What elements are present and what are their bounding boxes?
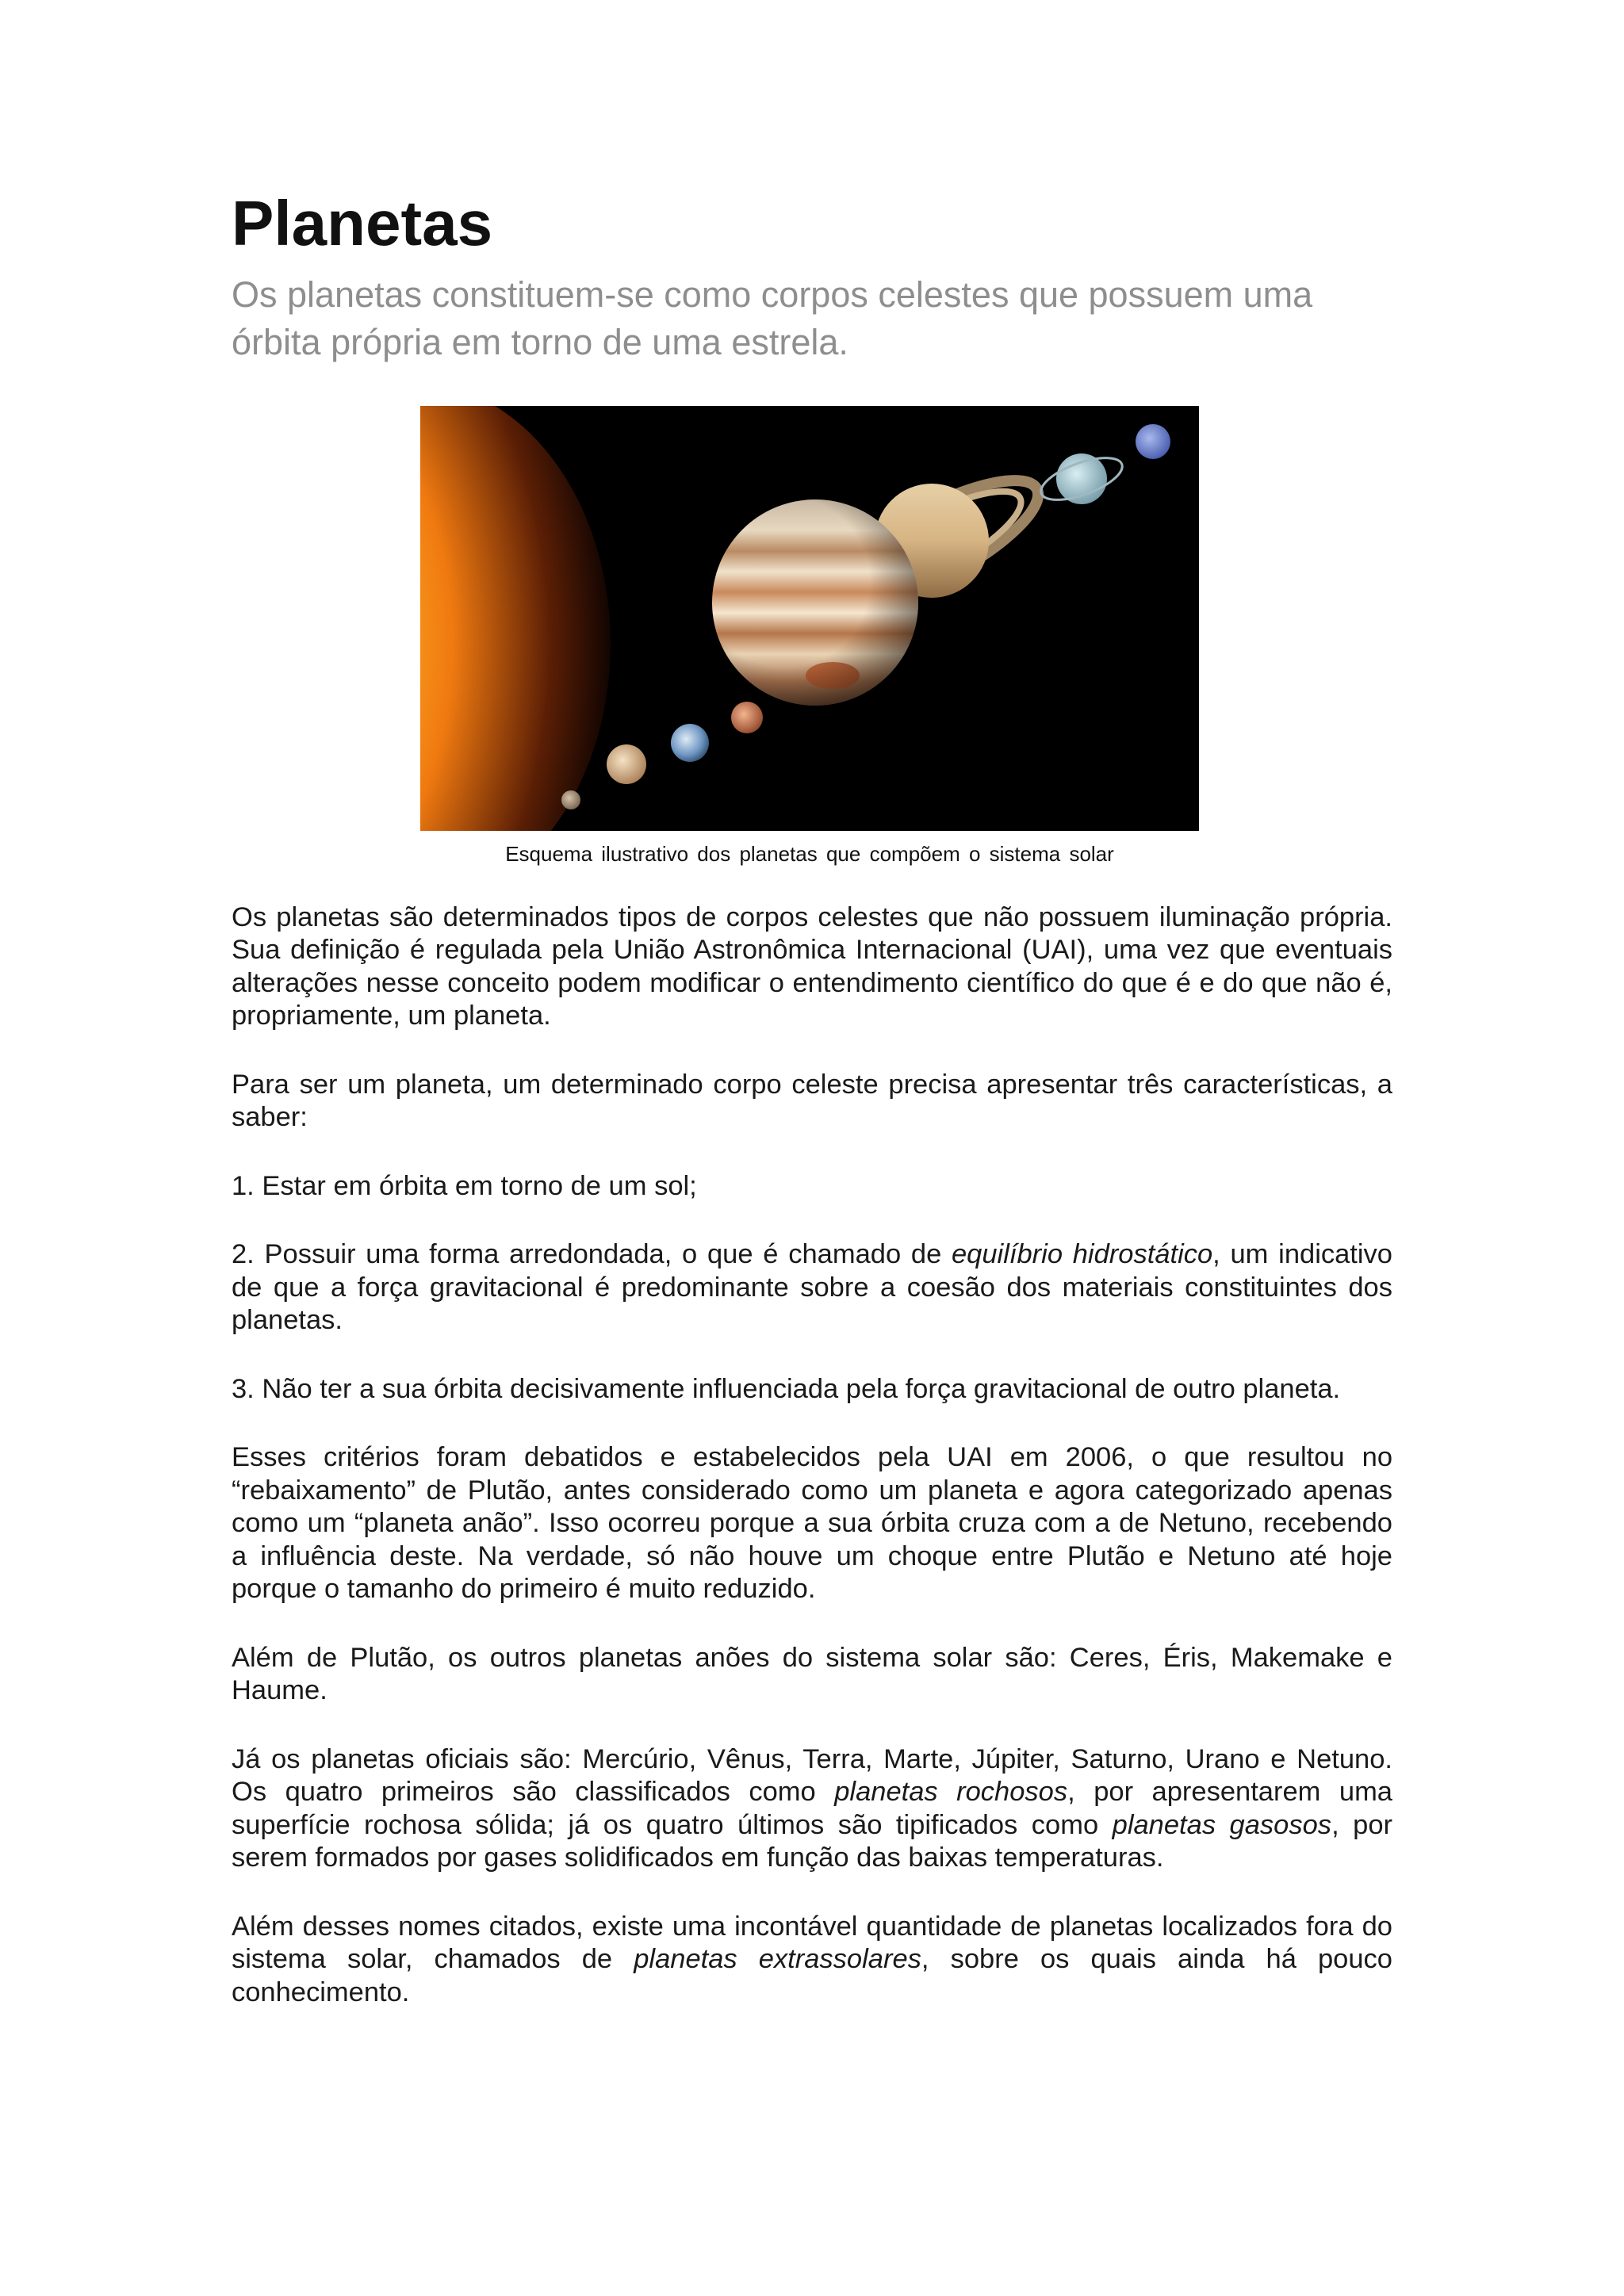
text-span: , sobre os quais ainda há pouco conhecimento. xyxy=(232,1944,1392,2007)
page-title: Planetas xyxy=(232,188,493,258)
page-subtitle: Os planetas constituem-se como corpos celestes que possuem uma órbita própria em torno de uma estrela. xyxy=(232,274,1313,362)
paragraph: Esses critérios foram debatidos e estabelecidos pela UAI em 2006, o que resultou no “rebaixamento” de Plutão, antes considerado como um planeta e agora categorizado apenas como um “planeta anão”. Isso ocorreu porque a sua órbita cruza com a de Netuno, recebendo a influência deste. Na verdade, só não houve um choque entre Plutão e Netuno até hoje porque o tamanho do primeiro é muito reduzido. xyxy=(232,1442,1392,1605)
emphasis: planetas rochosos xyxy=(834,1777,1068,1808)
emphasis: planetas extrassolares xyxy=(634,1944,921,1975)
paragraph: Além de Plutão, os outros planetas anões do sistema solar são: Ceres, Éris, Makemake e Haume. xyxy=(232,1642,1392,1706)
solar-system-image xyxy=(420,406,1199,831)
list-item: 1. Estar em órbita em torno de um sol; xyxy=(232,1170,697,1201)
article-body xyxy=(232,901,1392,2010)
paragraph: Para ser um planeta, um determinado corpo celeste precisa apresentar três características, a saber: xyxy=(232,1069,1392,1133)
text-span: Além desses nomes citados, existe uma incontável quantidade de planetas localizados fora do sistema solar, chamados de xyxy=(232,1911,1392,1975)
article xyxy=(232,187,1392,2045)
text-span: , um indicativo de que a força gravitacional é predominante sobre a coesão dos materiais constituintes dos planetas. xyxy=(232,1239,1392,1336)
paragraph xyxy=(232,1743,1392,1875)
text-span: 2. Possuir uma forma arredondada, o que é chamado de xyxy=(232,1239,952,1270)
text-span: , por serem formados por gases solidificados em função das baixas temperaturas. xyxy=(232,1809,1392,1873)
list-item xyxy=(232,1238,1392,1337)
emphasis: planetas gasosos xyxy=(1112,1809,1332,1840)
paragraph: Os planetas são determinados tipos de corpos celestes que não possuem iluminação própria. Sua definição é regulada pela União Astronômica Internacional (UAI), uma vez que eventuais alterações nesse conceito podem modificar o entendimento científico do que é e do que não é, propriamente, um planeta. xyxy=(232,901,1392,1031)
paragraph xyxy=(232,1911,1392,2010)
solar-system-figure xyxy=(420,406,1199,867)
text-span: , por apresentarem uma superfície rochosa sólida; já os quatro últimos são tipificados como xyxy=(232,1777,1392,1840)
figure-caption: Esquema ilustrativo dos planetas que compõem o sistema solar xyxy=(505,841,1114,866)
text-span: Já os planetas oficiais são: Mercúrio, Vênus, Terra, Marte, Júpiter, Saturno, Urano e Netuno. Os quatro primeiros são classificados como xyxy=(232,1743,1392,1808)
list-item: 3. Não ter a sua órbita decisivamente influenciada pela força gravitacional de outro planeta. xyxy=(232,1373,1341,1404)
emphasis: equilíbrio hidrostático xyxy=(952,1239,1213,1270)
